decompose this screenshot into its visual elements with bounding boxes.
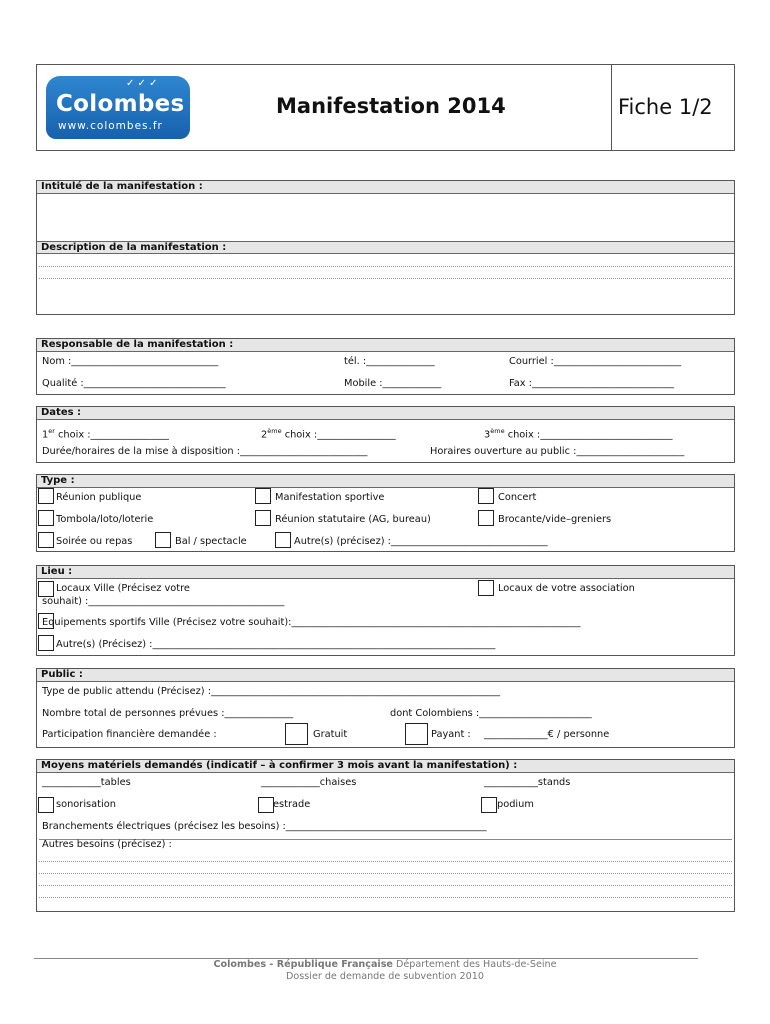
podium-label: podium bbox=[497, 799, 534, 810]
colombes-logo bbox=[46, 76, 190, 139]
dates-heading: Dates : bbox=[37, 407, 734, 420]
soiree-label: Soirée ou repas bbox=[56, 536, 133, 547]
type-heading: Type : bbox=[37, 475, 734, 488]
autres-lieu-field[interactable]: Autre(s) (Précisez) :______________________________________________________________________ bbox=[56, 639, 496, 650]
autres-besoins-label: Autres besoins (précisez) : bbox=[42, 839, 172, 850]
gratuit-checkbox[interactable] bbox=[285, 723, 308, 745]
type-public-field[interactable]: Type de public attendu (Précisez) :___________________________________________________________ bbox=[42, 686, 501, 697]
choix3-field[interactable] bbox=[484, 425, 672, 441]
locaux-asso-label: Locaux de votre association bbox=[498, 583, 635, 594]
footer-dossier: Dossier de demande de subvention 2010 bbox=[286, 971, 484, 982]
gratuit-label: Gratuit bbox=[313, 729, 348, 740]
autres-besoins-field[interactable] bbox=[37, 850, 734, 910]
tables-field[interactable]: ____________tables bbox=[42, 777, 131, 788]
page-title: Manifestation 2014 bbox=[276, 94, 506, 118]
description-field[interactable] bbox=[37, 254, 734, 314]
fiche-number: Fiche 1/2 bbox=[618, 95, 713, 119]
description-heading: Description de la manifestation : bbox=[37, 241, 734, 254]
choix2-field[interactable] bbox=[261, 425, 396, 441]
brocante-label: Brocante/vide–greniers bbox=[498, 514, 612, 525]
locaux-asso-checkbox[interactable] bbox=[478, 580, 494, 596]
horaires-field[interactable]: Horaires ouverture au public :______________________ bbox=[430, 446, 685, 457]
fax-field[interactable]: Fax :_____________________________ bbox=[509, 378, 675, 389]
tombola-label: Tombola/loto/loterie bbox=[56, 514, 154, 525]
chaises-field[interactable]: ____________chaises bbox=[261, 777, 357, 788]
logo-name: Colombes bbox=[56, 91, 185, 117]
sonorisation-checkbox[interactable] bbox=[38, 797, 54, 813]
sonorisation-label: sonorisation bbox=[56, 799, 116, 810]
participation-label: Participation financière demandée : bbox=[42, 729, 217, 740]
choix1-superscript: er bbox=[48, 427, 55, 435]
reunion-publique-label: Réunion publique bbox=[56, 492, 142, 503]
nom-field[interactable]: Nom :______________________________ bbox=[42, 356, 219, 367]
responsable-heading: Responsable de la manifestation : bbox=[37, 339, 734, 352]
autres-lieu-checkbox[interactable] bbox=[38, 635, 54, 651]
intitule-field[interactable] bbox=[37, 193, 734, 240]
concert-checkbox[interactable] bbox=[478, 488, 494, 504]
reunion-publique-checkbox[interactable] bbox=[38, 488, 54, 504]
logo-url: www.colombes.fr bbox=[58, 120, 163, 132]
nombre-personnes-field[interactable]: Nombre total de personnes prévues :______________ bbox=[42, 708, 294, 719]
stands-field[interactable]: ___________stands bbox=[484, 777, 571, 788]
reunion-statutaire-checkbox[interactable] bbox=[255, 510, 271, 526]
footer-line-1 bbox=[0, 959, 770, 970]
brocante-checkbox[interactable] bbox=[478, 510, 494, 526]
branchements-field[interactable]: Branchements électriques (précisez les besoins) :_________________________________________ bbox=[42, 821, 487, 832]
choix2-superscript: ème bbox=[267, 427, 282, 435]
payant-label: Payant : bbox=[431, 729, 471, 740]
manif-sportive-checkbox[interactable] bbox=[255, 488, 271, 504]
choix3-superscript: ème bbox=[490, 427, 505, 435]
mobile-field[interactable]: Mobile :____________ bbox=[344, 378, 442, 389]
moyens-heading: Moyens matériels demandés (indicatif – à confirmer 3 mois avant la manifestation) : bbox=[37, 760, 734, 773]
estrade-checkbox[interactable] bbox=[258, 797, 274, 813]
tel-field[interactable]: tél. :______________ bbox=[344, 356, 435, 367]
estrade-label: estrade bbox=[273, 799, 311, 810]
bal-checkbox[interactable] bbox=[155, 532, 171, 548]
tombola-checkbox[interactable] bbox=[38, 510, 54, 526]
intitule-heading: Intitulé de la manifestation : bbox=[37, 181, 734, 194]
soiree-checkbox[interactable] bbox=[38, 532, 54, 548]
choix2-number: 2 bbox=[261, 429, 268, 441]
choix1-number: 1 bbox=[42, 429, 49, 441]
choix3-label: choix :___________________________ bbox=[504, 429, 673, 441]
choix2-label: choix :________________ bbox=[281, 429, 396, 441]
concert-label: Concert bbox=[498, 492, 537, 503]
colombiens-field[interactable]: dont Colombiens :_______________________ bbox=[390, 708, 592, 719]
duree-field[interactable]: Durée/horaires de la mise à disposition :__________________________ bbox=[42, 446, 368, 457]
locaux-ville-label: Locaux Ville (Précisez votre bbox=[56, 583, 190, 594]
footer-dept: Département des Hauts-de-Seine bbox=[392, 959, 557, 970]
payant-amount-field[interactable]: _____________€ / personne bbox=[484, 729, 610, 740]
lieu-heading: Lieu : bbox=[37, 566, 734, 579]
qualite-field[interactable]: Qualité :_____________________________ bbox=[42, 378, 226, 389]
choix1-field[interactable] bbox=[42, 425, 169, 441]
payant-checkbox[interactable] bbox=[405, 723, 428, 745]
footer-strong: Colombes - République Française bbox=[213, 959, 393, 970]
courriel-field[interactable]: Courriel :__________________________ bbox=[509, 356, 682, 367]
choix3-number: 3 bbox=[484, 429, 491, 441]
podium-checkbox[interactable] bbox=[481, 797, 497, 813]
locaux-ville-field[interactable]: souhait) :________________________________________ bbox=[42, 596, 285, 607]
choix1-label: choix :________________ bbox=[54, 429, 169, 441]
reunion-statutaire-label: Réunion statutaire (AG, bureau) bbox=[275, 514, 431, 525]
birds-icon: ✓ ✓ ✓ bbox=[126, 78, 158, 89]
autres-type-field[interactable]: Autre(s) (précisez) :________________________________ bbox=[294, 536, 548, 547]
bal-label: Bal / spectacle bbox=[175, 536, 247, 547]
header-separator bbox=[611, 65, 612, 150]
public-heading: Public : bbox=[37, 669, 734, 682]
autres-type-checkbox[interactable] bbox=[275, 532, 291, 548]
locaux-ville-checkbox[interactable] bbox=[38, 581, 54, 597]
equipements-field[interactable]: Equipements sportifs Ville (Précisez votre souhait):___________________________________________________________ bbox=[42, 617, 581, 628]
manif-sportive-label: Manifestation sportive bbox=[275, 492, 385, 503]
